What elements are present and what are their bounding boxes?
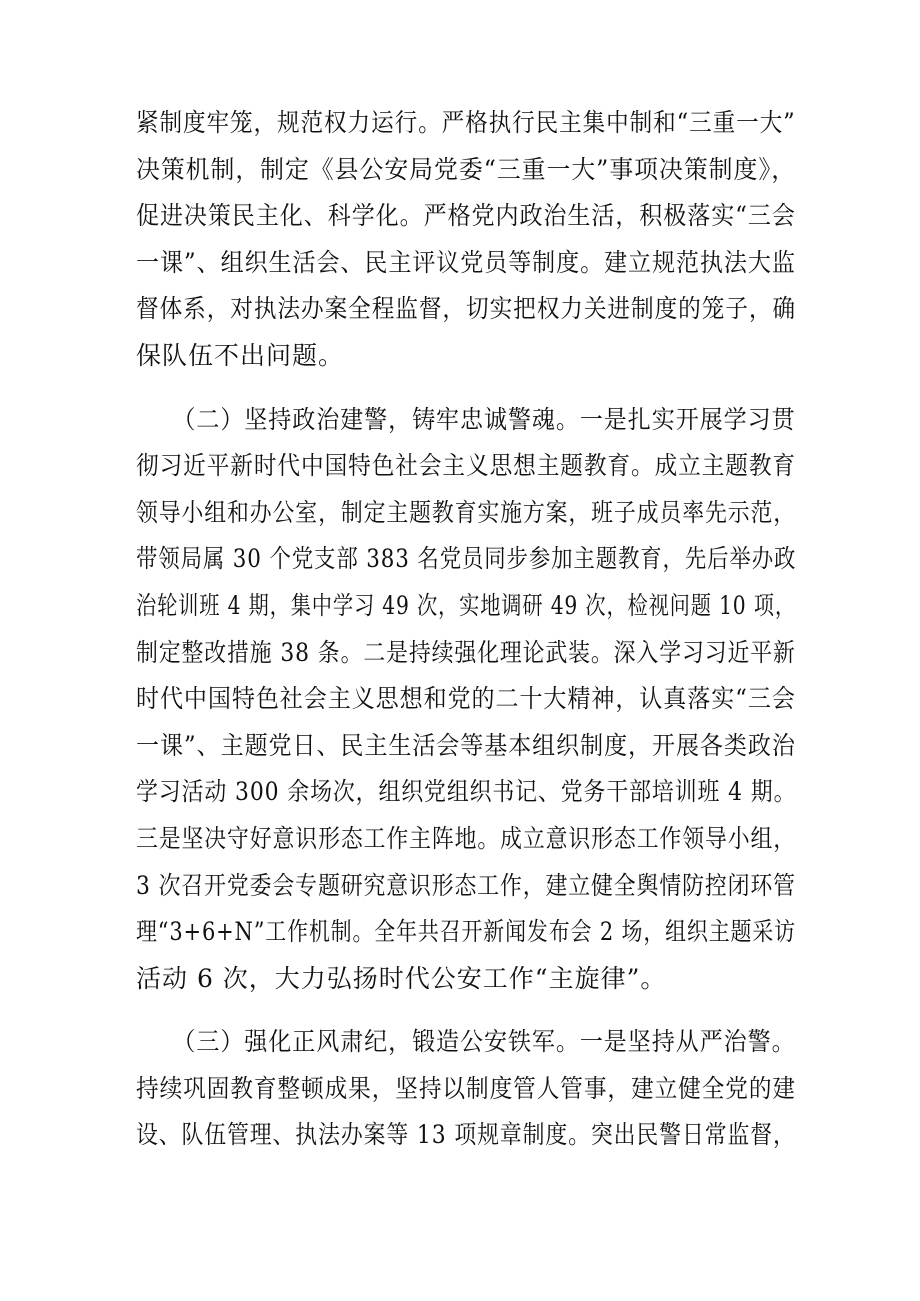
- paragraph-gap: [136, 1002, 796, 1019]
- text-line: 活动 6 次，大力弘扬时代公安工作“主旋律”。: [136, 963, 667, 993]
- text-line: 3 次召开党委会专题研究意识形态工作，建立健全舆情防控闭环管: [136, 870, 796, 900]
- text-line: 治轮训班 4 期，集中学习 49 次，实地调研 49 次，检视问题 10 项，: [136, 590, 796, 620]
- paragraph-section-3: [136, 1019, 796, 1159]
- text-line: 时代中国特色社会主义思想和党的二十大精神，认真落实“三会: [136, 684, 796, 714]
- text-line: 带领局属 30 个党支部 383 名党员同步参加主题教育，先后举办政: [136, 544, 797, 574]
- text-line: 督体系，对执法办案全程监督，切实把权力关进制度的笼子，确: [136, 294, 797, 324]
- text-line: 紧制度牢笼，规范权力运行。严格执行民主集中制和“三重一大”: [136, 108, 796, 137]
- text-line: 领导小组和办公室，制定主题教育实施方案，班子成员率先示范，: [136, 497, 797, 527]
- text-line: 决策机制，制定《县公安局党委“三重一大”事项决策制度》，: [136, 154, 797, 184]
- text-line: 学习活动 300 余场次，组织党组织书记、党务干部培训班 4 期。: [136, 777, 797, 807]
- document-body: [136, 100, 796, 1159]
- text-line: 促进决策民主化、科学化。严格党内政治生活，积极落实“三会: [136, 201, 796, 231]
- text-line: （二）坚持政治建警，铸牢忠诚警魂。一是扎实开展学习贯: [136, 404, 796, 434]
- text-line: 一课”、主题党日、民主生活会等基本组织制度，开展各类政治: [136, 730, 796, 760]
- text-line: 理“3+6+N”工作机制。全年共召开新闻发布会 2 场，组织主题采访: [136, 917, 796, 947]
- text-line: 彻习近平新时代中国特色社会主义思想主题教育。成立主题教育: [136, 451, 797, 481]
- text-line: （三）强化正风肃纪，锻造公安铁军。一是坚持从严治警。: [136, 1027, 796, 1057]
- paragraph-section-2: [136, 397, 796, 1003]
- text-line: 制定整改措施 38 条。二是持续强化理论武装。深入学习习近平新: [136, 637, 796, 667]
- paragraph-gap: [136, 380, 796, 397]
- paragraph-continued: [136, 100, 796, 380]
- text-line: 保队伍不出问题。: [136, 340, 345, 370]
- text-line: 设、队伍管理、执法办案等 13 项规章制度。突出民警日常监督，: [136, 1120, 796, 1150]
- text-line: 持续巩固教育整顿成果，坚持以制度管人管事，建立健全党的建: [136, 1073, 797, 1103]
- text-line: 三是坚决守好意识形态工作主阵地。成立意识形态工作领导小组，: [136, 823, 797, 853]
- text-line: 一课”、组织生活会、民主评议党员等制度。建立规范执法大监: [136, 247, 796, 277]
